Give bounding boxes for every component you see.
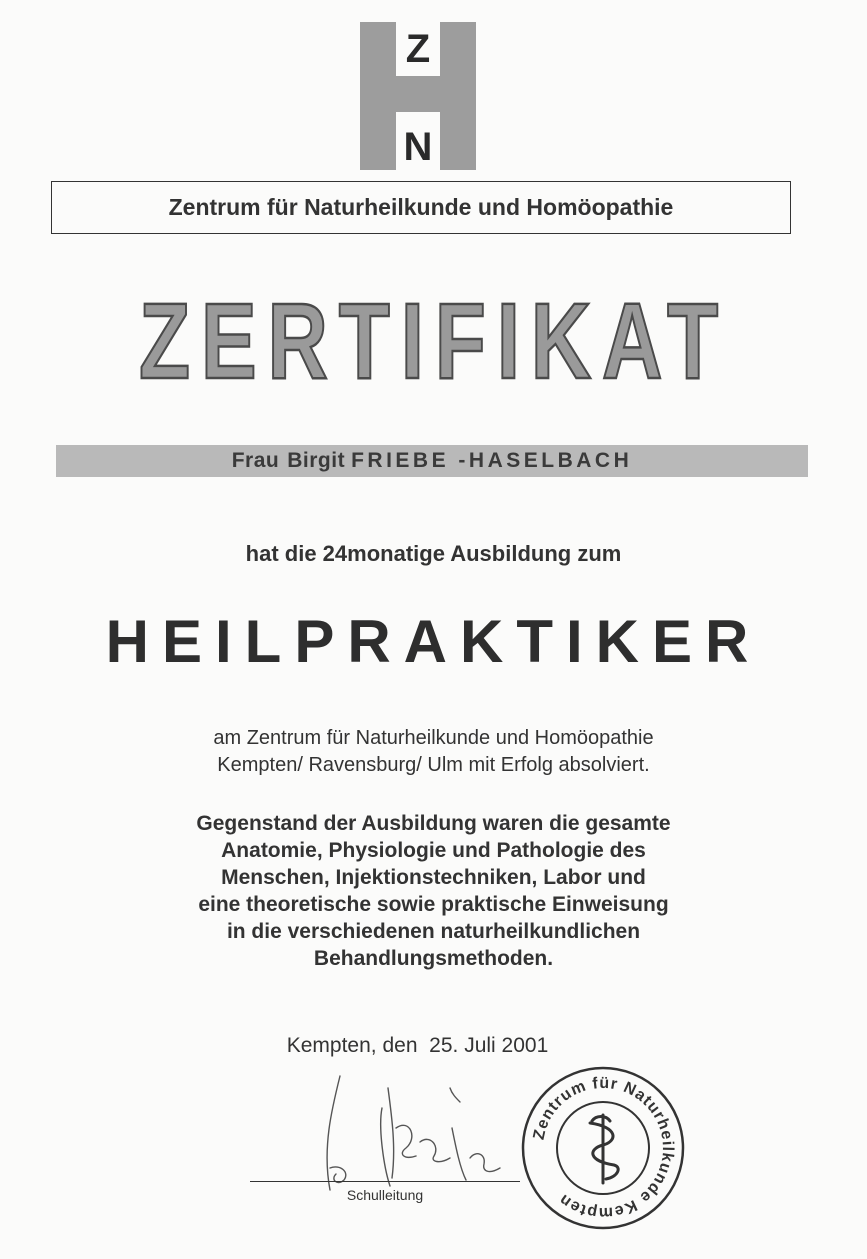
stamp-ring-text: Zentrum für Naturheilkunde Kempten xyxy=(530,1074,677,1222)
recipient-salutation: Frau xyxy=(231,449,280,472)
intro-text: hat die 24monatige Ausbildung zum xyxy=(245,541,622,566)
organization-name: Zentrum für Naturheilkunde und Homöopathie xyxy=(168,194,674,220)
signature-line xyxy=(250,1181,520,1182)
certificate-title xyxy=(0,276,867,401)
organization-header xyxy=(51,181,791,234)
content-line: Behandlungsmethoden. xyxy=(313,947,554,970)
content-line: eine theoretische sowie praktische Einweisung xyxy=(198,893,669,916)
logo-letter-h: H xyxy=(417,104,419,105)
place-line: Kempten/ Ravensburg/ Ulm mit Erfolg absolviert. xyxy=(217,754,650,776)
caduceus-icon xyxy=(590,1115,618,1183)
content-line: in die verschiedenen naturheilkundlichen xyxy=(226,920,641,943)
place-text xyxy=(0,725,867,779)
training-content xyxy=(0,810,867,972)
logo-letter-n: N xyxy=(403,125,433,169)
issue-date: Kempten, den 25. Juli 2001 xyxy=(286,1034,549,1057)
recipient-name-bar xyxy=(56,445,808,477)
content-line: Anatomie, Physiologie und Pathologie des xyxy=(221,839,646,862)
logo-letter-z: Z xyxy=(405,27,431,71)
zn-logo xyxy=(360,22,476,170)
recipient-surname: FRIEBE -HASELBACH xyxy=(351,449,633,472)
official-stamp xyxy=(518,1063,688,1233)
profession-title: HEILPRAKTIKER xyxy=(105,608,762,675)
signature-label: Schulleitung xyxy=(346,1187,424,1203)
certificate-title-text: ZERTIFIKAT xyxy=(138,280,729,401)
place-line: am Zentrum für Naturheilkunde und Homöopathie xyxy=(213,727,654,749)
handwritten-signature xyxy=(300,1068,530,1198)
content-line: Gegenstand der Ausbildung waren die gesamte xyxy=(196,812,671,835)
content-line: Menschen, Injektionstechniken, Labor und xyxy=(221,866,646,889)
recipient-first-name: Birgit xyxy=(287,449,346,472)
